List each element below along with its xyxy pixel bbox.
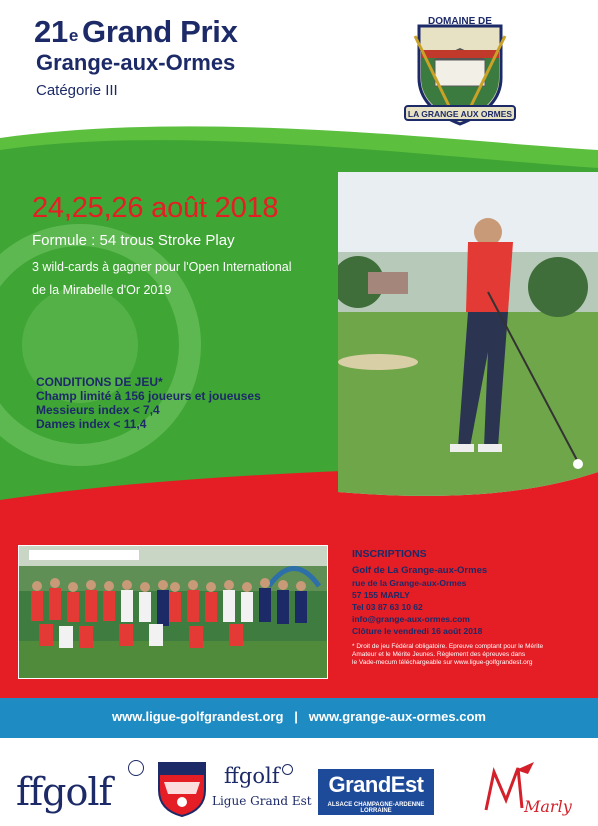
inscriptions-deadline: Clôture le vendredi 16 août 2018 [352,626,483,636]
inscriptions-phone: Tel 03 87 63 10 62 [352,602,423,612]
links-separator: | [294,709,298,724]
ffgolf-logo: ffgolf [16,770,112,814]
logo-bottom-text: LA GRANGE AUX ORMES [407,109,513,119]
website-links [0,709,598,724]
registered-icon [282,764,293,775]
page-subtitle: Grange-aux-Ormes [36,50,236,75]
event-format: Formule : 54 trous Stroke Play [32,232,235,249]
grandest-logo-text: GrandEst [328,772,424,797]
inscriptions-title: INSCRIPTIONS [352,548,427,560]
page-title: 21e Grand Prix [34,14,238,49]
event-dates: 24,25,26 août 2018 [32,192,279,224]
logo-top-text: DOMAINE DE [428,16,492,27]
grandest-logo-subtext: ALSACE CHAMPAGNE-ARDENNE LORRAINE [327,802,425,814]
ligue-website-link[interactable]: www.ligue-golfgrandest.org [112,709,284,724]
condition-item: Dames index < 11,4 [36,417,147,431]
marly-logo-text: Marly [524,797,572,816]
category-label: Catégorie III [36,82,118,99]
club-logo [405,8,515,133]
golfer-photo [338,172,598,502]
registered-icon [128,760,144,776]
inscriptions-note: le Vade-mecum téléchargeable sur www.ligue-golfgrandest.org [352,659,533,666]
ligue-shield-icon [156,760,208,818]
ffgolf-ligue-logo: ffgolf [224,764,280,788]
inscriptions-email: info@grange-aux-ormes.com [352,614,470,624]
inscriptions-note: Amateur et le Mérite Jeunes. Règlement des épreuves dans [352,651,526,658]
condition-item: Champ limité à 156 joueurs et joueuses [36,389,261,403]
group-photo [18,545,328,679]
condition-item: Messieurs index < 7,4 [36,403,160,417]
inscriptions-org: Golf de La Grange-aux-Ormes [352,565,488,576]
conditions-title: CONDITIONS DE JEU* [36,375,163,389]
wildcards-line-1: 3 wild-cards à gagner pour l'Open International [32,260,292,274]
wildcards-line-2: de la Mirabelle d'Or 2019 [32,283,172,297]
club-website-link[interactable]: www.grange-aux-ormes.com [308,709,486,724]
inscriptions-street: rue de la Grange-aux-Ormes [352,578,467,588]
ligue-label: Ligue Grand Est [212,794,312,808]
marly-logo [476,760,572,818]
inscriptions-note: * Droit de jeu Fédéral obligatoire. Epreuve comptant pour le Mérite [352,643,544,650]
inscriptions-city: 57 155 MARLY [352,590,410,600]
